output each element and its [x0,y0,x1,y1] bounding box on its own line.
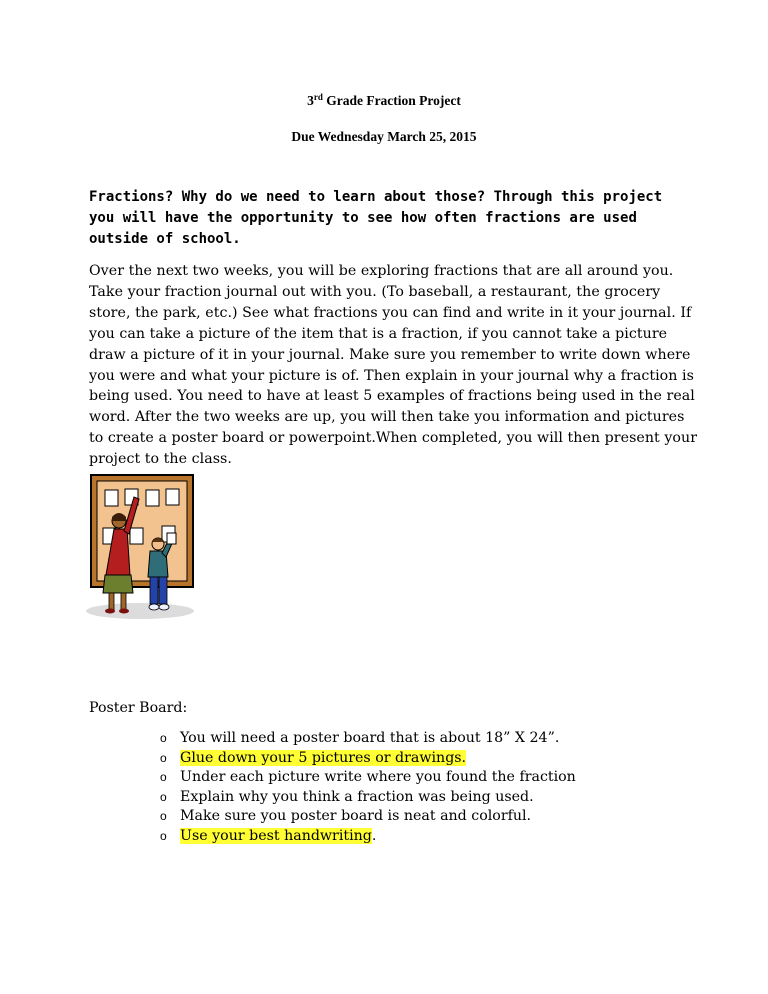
floor-shadow [86,603,194,619]
highlighted-text: Use your best handwriting [180,827,372,844]
list-item: o Make sure you poster board is neat and colorful. [160,807,576,827]
title-rest: Grade Fraction Project [322,93,461,108]
list-item: o Under each picture write where you found the fraction [160,768,576,788]
project-title [0,93,768,109]
highlighted-text: Glue down your 5 pictures or drawings. [180,749,467,766]
instructions-paragraph: Over the next two weeks, you will be exploring fractions that are all around you. Take your fraction journal out with you. (To baseball, a restaurant, the grocery store, the park, etc.) See what fractions you can find and write in it your journal. If you can take a picture of the item that is a fraction, if you cannot take a picture draw a picture of it in your journal. Make sure you remember to write down where you were and what your picture is of. Then explain in your journal why a fraction is being used. You need to have at least 5 examples of fractions being used in the real word. After the two weeks are up, you will then take you information and pictures to create a poster board or powerpoint.When completed, you will then present your project to the class. [89,263,698,468]
pinned-note [166,489,179,505]
bulletin-board-illustration [84,471,198,621]
list-item [160,749,576,769]
bullet-marker: o [160,789,167,804]
bullet-marker: o [160,828,167,843]
pinned-note [130,528,143,544]
pinned-note [146,490,159,506]
intro-text: Fractions? Why do we need to learn about those? Through this project you will have the opportunity to see how often fractions are used outside of school. [89,189,663,247]
bullet-marker: o [160,750,167,765]
poster-requirements-list [160,729,576,846]
list-item: o Explain why you think a fraction was being used. [160,788,576,808]
title-ordinal-suffix: rd [313,92,323,102]
bullet-marker: o [160,809,167,823]
bullet-marker: o [160,731,167,745]
title-grade: 3 [307,93,314,108]
list-item: o Use your best handwriting. [160,827,576,847]
due-date: Due Wednesday March 25, 2015 [291,129,477,144]
list-item: o You will need a poster board that is about 18” X 24”. [160,729,576,749]
pinned-note [105,490,118,506]
poster-board-heading: Poster Board: [89,700,188,716]
bullet-marker: o [160,770,167,784]
